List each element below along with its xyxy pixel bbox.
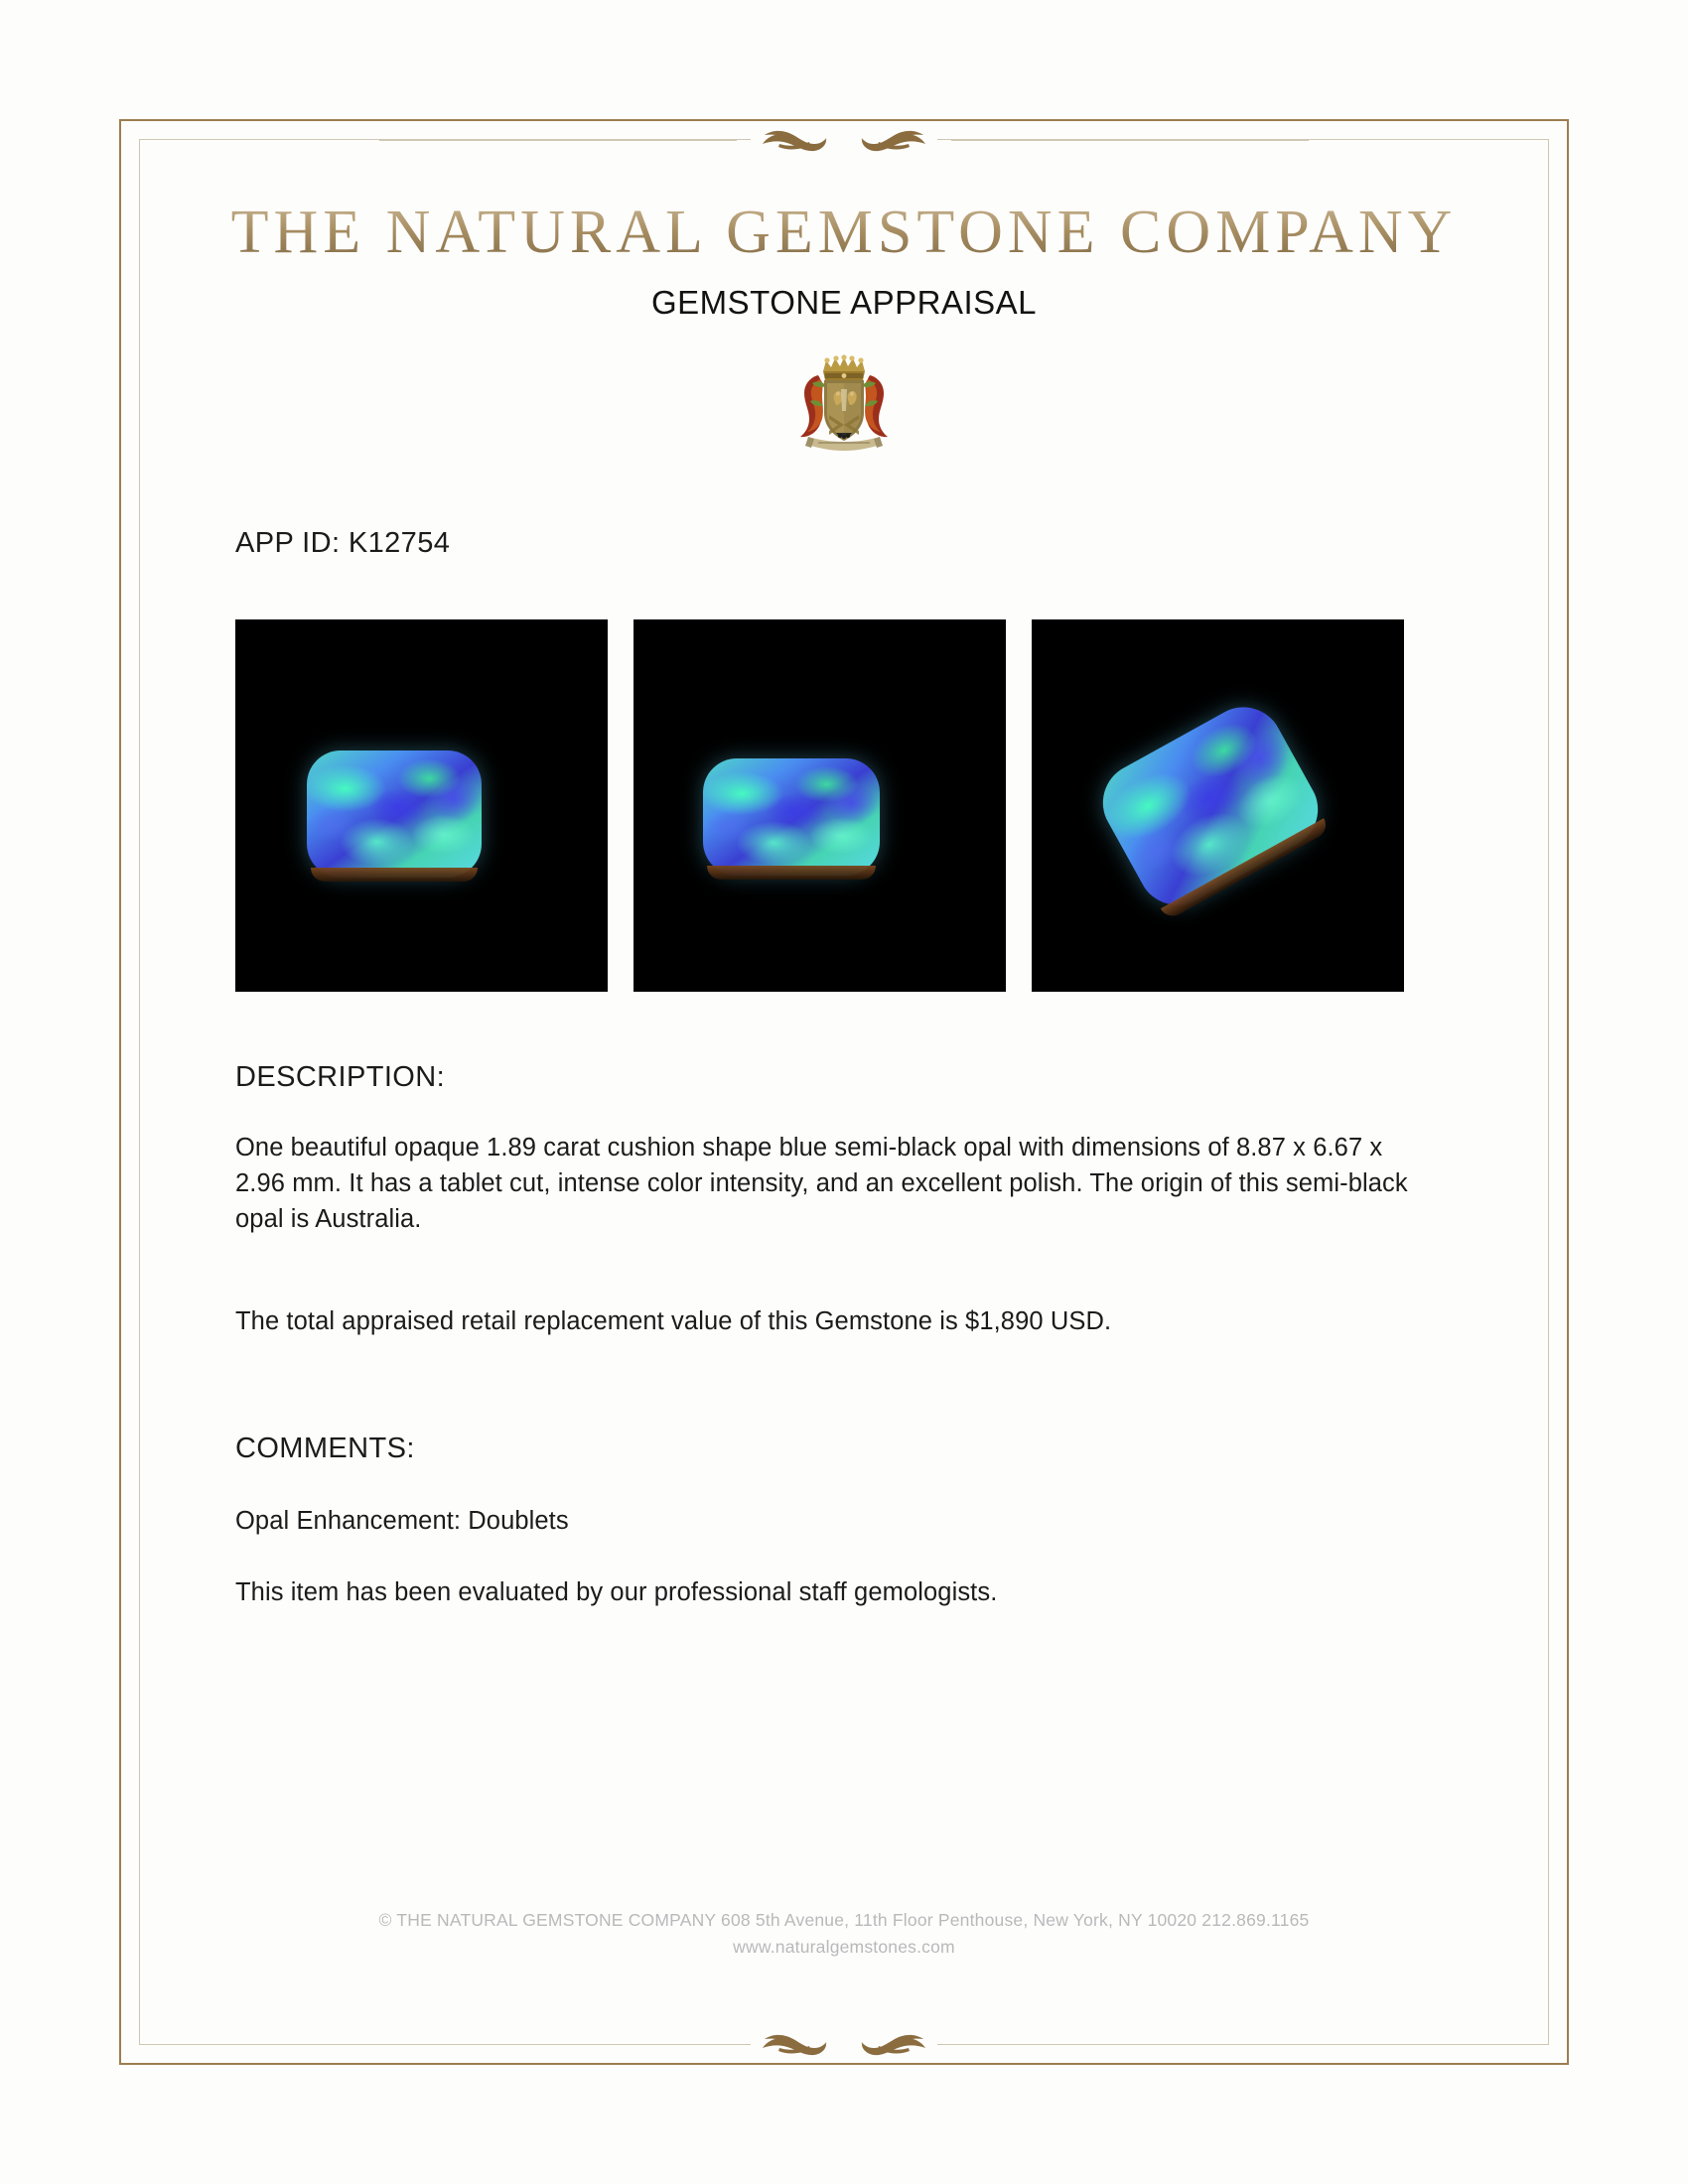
comments-label: COMMENTS: xyxy=(235,1432,415,1464)
certificate-body xyxy=(235,527,1453,1610)
crest-wrapper xyxy=(140,349,1548,458)
footer-website-line[interactable]: www.naturalgemstones.com xyxy=(733,1936,955,1957)
app-id: APP ID: K12754 xyxy=(235,527,451,559)
ornament-rule-right xyxy=(951,140,1309,141)
ornament-rule-left-bottom xyxy=(379,2044,737,2045)
ornament-rule-left xyxy=(379,140,737,141)
document-subtitle: GEMSTONE APPRAISAL xyxy=(650,284,1038,321)
ornament-rule-right-bottom xyxy=(951,2044,1309,2045)
description-label: DESCRIPTION: xyxy=(235,1061,446,1093)
gemstone-photo-1 xyxy=(235,619,608,992)
gemstone-photo-3 xyxy=(1032,619,1404,992)
gemstone-angled-view xyxy=(703,758,880,876)
flourish-ornament-icon xyxy=(751,123,937,157)
bottom-ornament-band xyxy=(140,2022,1548,2066)
certificate-header xyxy=(140,198,1548,458)
certificate-footer xyxy=(140,1907,1548,1961)
appraised-value-statement: The total appraised retail replacement value of this Gemstone is $1,890 USD. xyxy=(235,1306,1112,1335)
footer-address-line: © THE NATURAL GEMSTONE COMPANY 608 5th Avenue, 11th Floor Penthouse, New York, NY 10020 212.869.1165 xyxy=(378,1909,1310,1930)
top-ornament-band xyxy=(140,118,1548,162)
comment-enhancement: Opal Enhancement: Doublets xyxy=(235,1506,569,1535)
gemstone-front-view xyxy=(307,751,482,878)
gemstone-tilted-view xyxy=(1088,693,1332,919)
flourish-ornament-icon-bottom xyxy=(751,2027,937,2061)
company-title: THE NATURAL GEMSTONE COMPANY xyxy=(140,198,1548,268)
certificate-outer-border xyxy=(119,119,1569,2065)
gemstone-photo-row xyxy=(235,619,1453,992)
description-section xyxy=(235,1061,1453,1339)
description-paragraph: One beautiful opaque 1.89 carat cushion shape blue semi-black opal with dimensions of 8.87 x 6.67 x 2.96 mm. It has a tablet cut, intense color intensity, and an excellent polish. The origin of this semi-black opal is Australia. xyxy=(235,1134,1408,1234)
heraldic-crest-icon xyxy=(796,349,892,458)
comments-section xyxy=(235,1433,1453,1610)
comment-evaluation: This item has been evaluated by our professional staff gemologists. xyxy=(235,1578,998,1607)
gemstone-photo-2 xyxy=(633,619,1006,992)
certificate-inner-border xyxy=(139,139,1549,2045)
